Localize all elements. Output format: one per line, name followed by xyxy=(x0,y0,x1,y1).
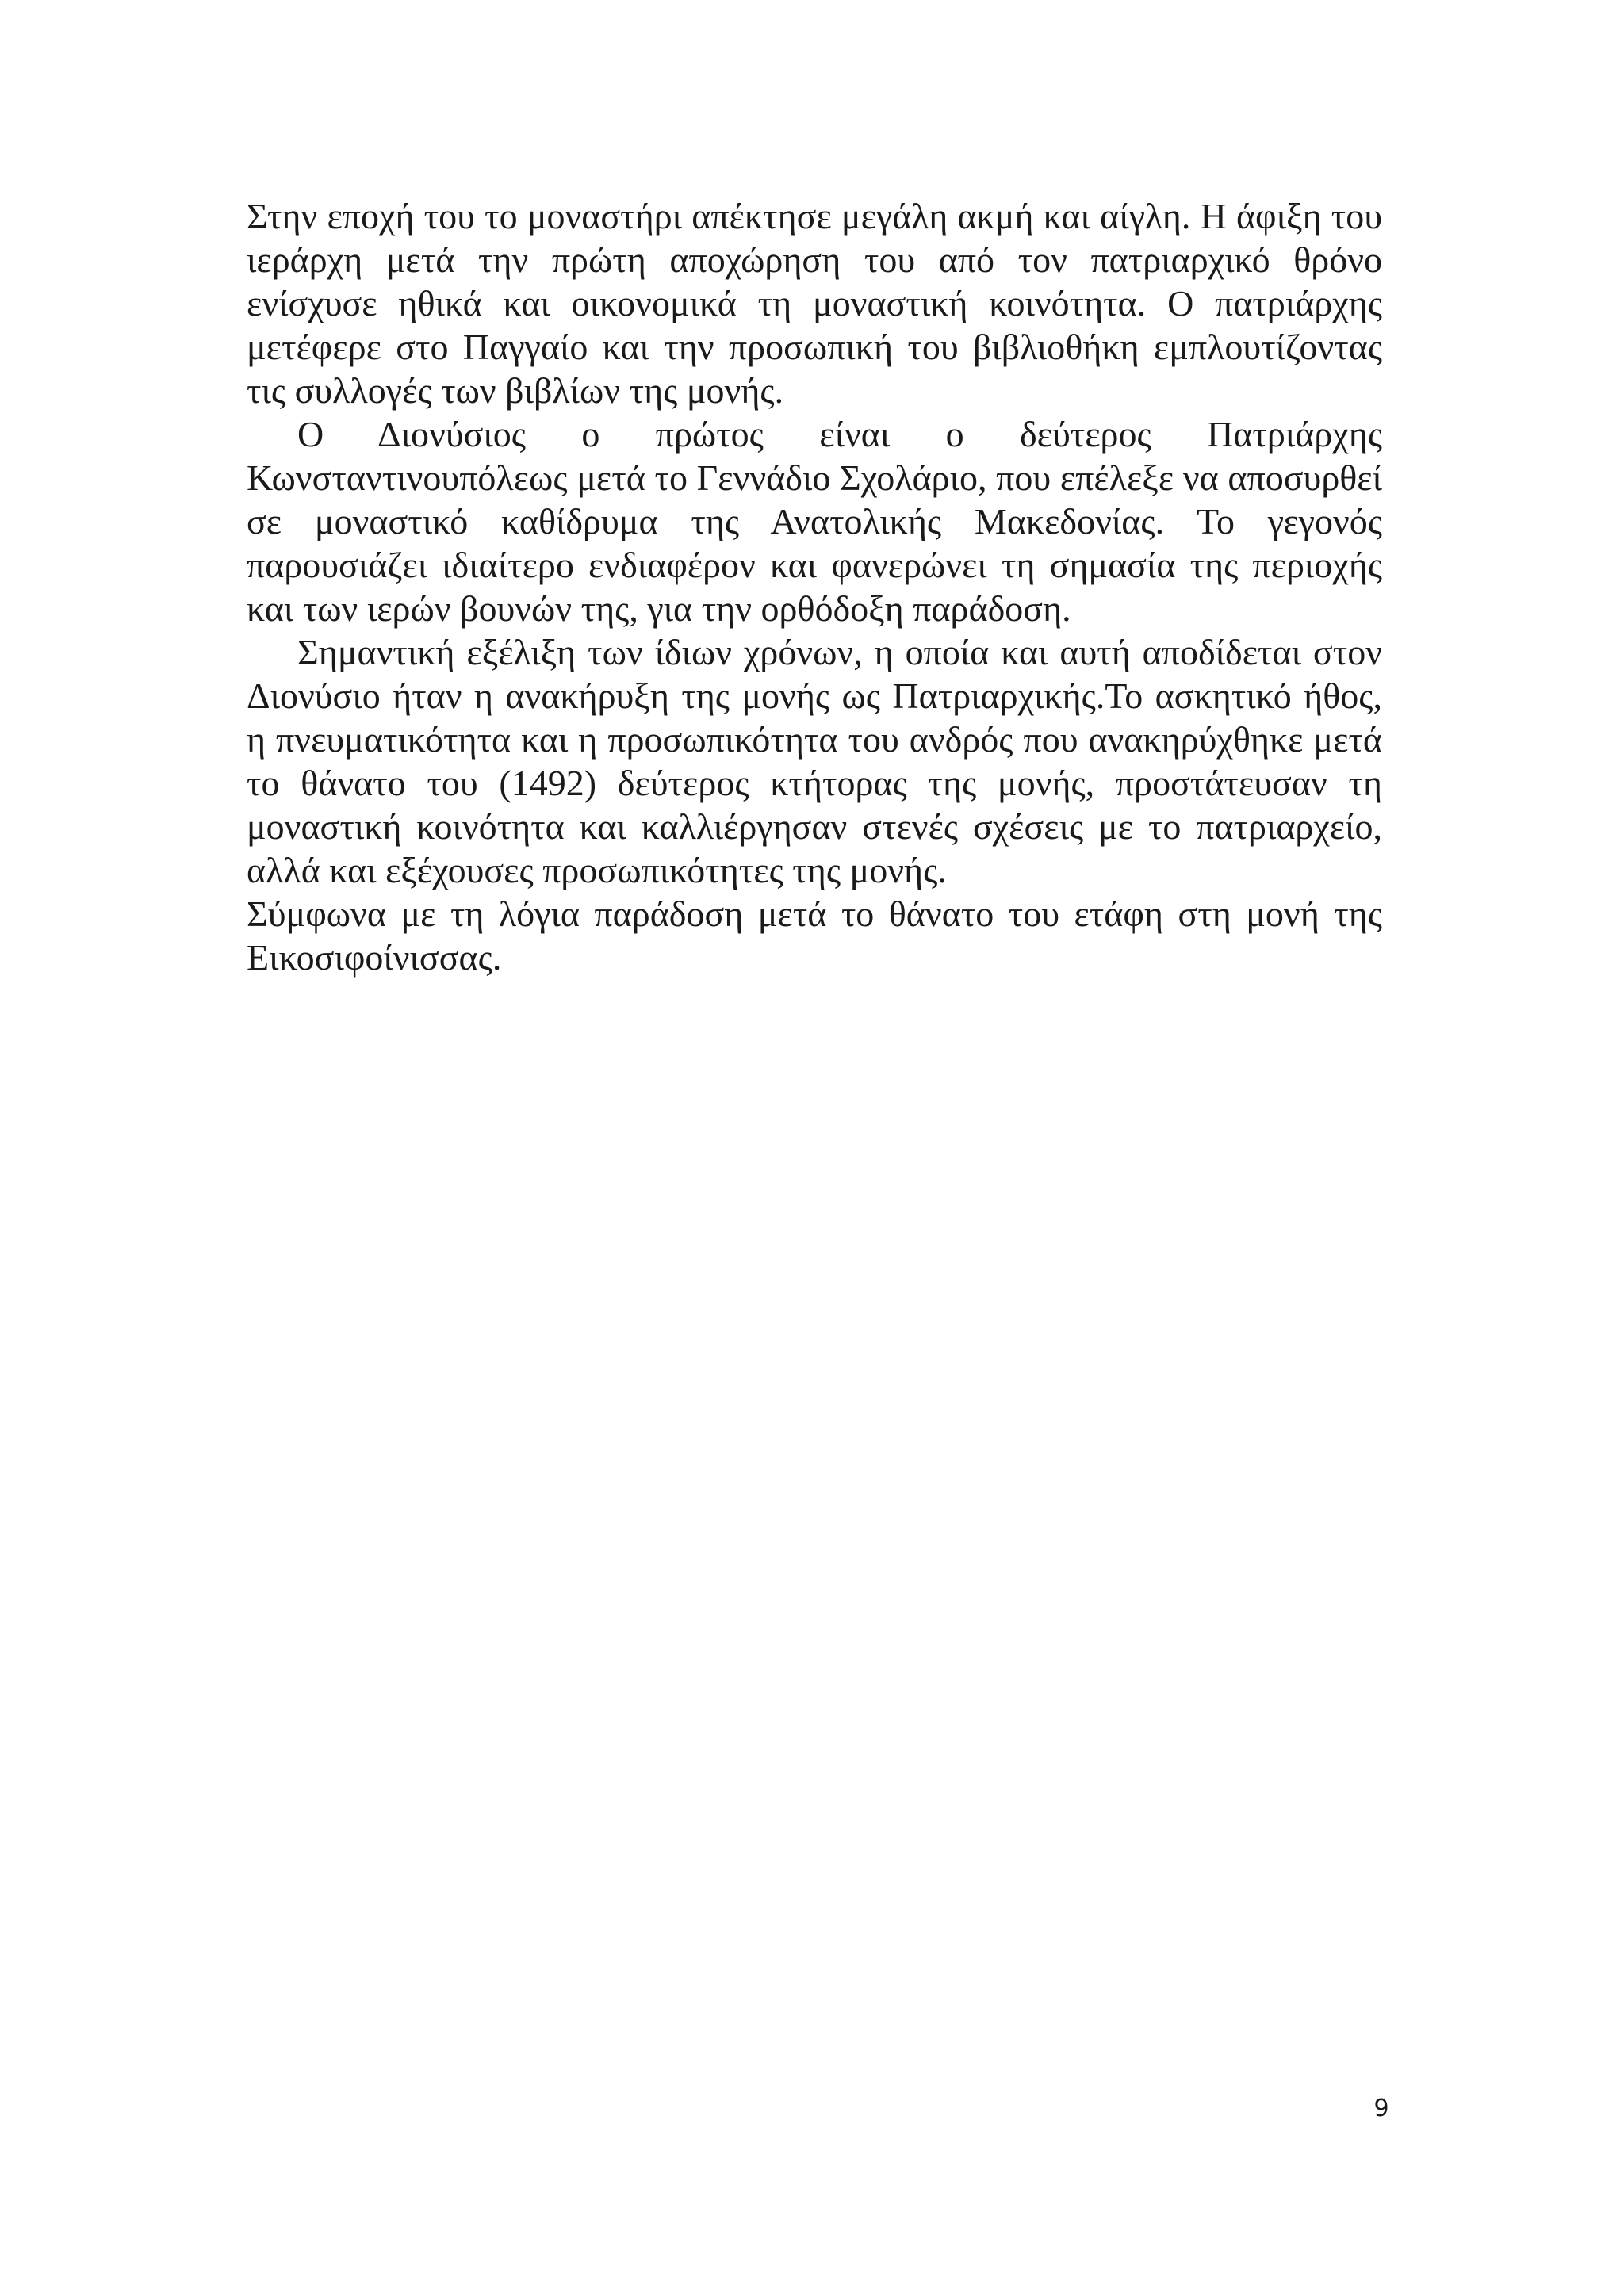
paragraph-4: Σύμφωνα με τη λόγια παράδοση μετά το θάνατο του ετάφη στη μονή της Εικοσιφοίνισσας. xyxy=(247,894,1382,978)
page-number: 9 xyxy=(1373,2095,1389,2122)
paragraph-1: Στην εποχή του το μοναστήρι απέκτησε μεγάλη ακμή και αίγλη. Η άφιξη του ιεράρχη μετά την πρώτη αποχώρηση του από τον πατριαρχικό θρόνο ενίσχυσε ηθικά και οικονομικά τη μοναστική κοινότητα. Ο πατριάρχης μετέφερε στο Παγγαίο και την προσωπική του βιβλιοθήκη εμπλουτίζοντας τις συλλογές των βιβλίων της μονής. xyxy=(247,196,1382,411)
paragraph-3: Σημαντική εξέλιξη των ίδιων χρόνων, η οποία και αυτή αποδίδεται στον Διονύσιο ήταν η ανακήρυξη της μονής ως Πατριαρχικής.Το ασκητικό ήθος, η πνευματικότητα και η προσωπικότητα του ανδρός που ανακηρύχθηκε μετά το θάνατο του (1492) δεύτερος κτήτορας της μονής, προστάτευσαν τη μοναστική κοινότητα και καλλιέργησαν στενές σχέσεις με το πατριαρχείο, αλλά και εξέχουσες προσωπικότητες της μονής. xyxy=(247,632,1382,890)
paragraph-2: Ο Διονύσιος ο πρώτος είναι ο δεύτερος Πατριάρχης Κωνσταντινουπόλεως μετά το Γεννάδιο Σχολάριο, που επέλεξε να αποσυρθεί σε μοναστικό καθίδρυμα της Ανατολικής Μακεδονίας. Το γεγονός παρουσιάζει ιδιαίτερο ενδιαφέρον και φανερώνει τη σημασία της περιοχής και των ιερών βουνών της, για την ορθόδοξη παράδοση. xyxy=(247,414,1382,629)
body-text xyxy=(247,194,1382,979)
